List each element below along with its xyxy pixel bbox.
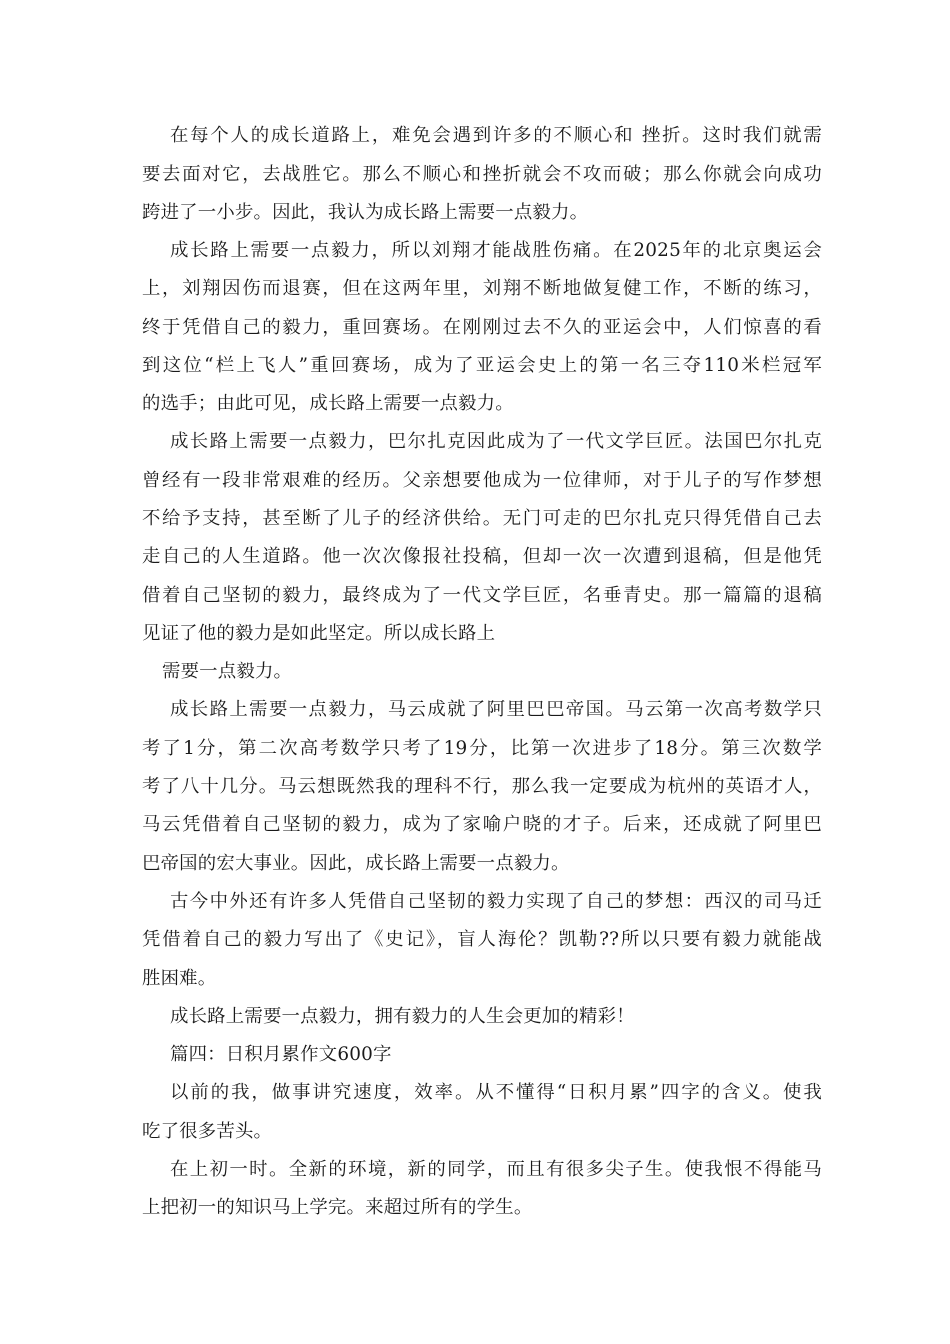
text-line: 成长路上需要一点毅力，拥有毅力的人生会更加的精彩！ [170,1006,635,1027]
text-line: 考了八十几分。马云想既然我的理科不行，那么我一定要成为杭州的英语才人， [142,776,822,797]
text-line: 古今中外还有许多人凭借自己坚韧的毅力实现了自己的梦想：西汉的司马迁 [170,891,822,912]
text-line: 凭借着自己的毅力写出了《史记》，盲人海伦？凯勒??所以只要有毅力就能战 [142,929,822,950]
text-line: 吃了很多苦头。 [142,1121,273,1142]
text-line: 见证了他的毅力是如此坚定。所以成长路上 [142,623,496,644]
text-line: 胜困难。 [142,968,217,989]
text-line: 成长路上需要一点毅力，巴尔扎克因此成为了一代文学巨匠。法国巴尔扎克 [170,431,822,452]
text-line: 成长路上需要一点毅力，所以刘翔才能战胜伤痛。在2025年的北京奥运会 [170,240,822,261]
text-line: 跨进了一小步。因此，我认为成长路上需要一点毅力。 [142,202,589,223]
text-line: 成长路上需要一点毅力，马云成就了阿里巴巴帝国。马云第一次高考数学只 [170,699,822,720]
text-line: 不给予支持，甚至断了儿子的经济供给。无门可走的巴尔扎克只得凭借自己去 [142,508,822,529]
text-line: 以前的我，做事讲究速度，效率。从不懂得“日积月累”四字的含义。使我 [170,1082,822,1103]
text-line: 的选手；由此可见，成长路上需要一点毅力。 [142,393,514,414]
text-line: 考了1分，第二次高考数学只考了19分，比第一次进步了18分。第三次数学 [142,738,822,759]
text-line: 走自己的人生道路。他一次次像报社投稿，但却一次一次遭到退稿，但是他凭 [142,546,822,567]
text-line: 曾经有一段非常艰难的经历。父亲想要他成为一位律师，对于儿子的写作梦想 [142,470,822,491]
text-line: 在上初一时。全新的环境，新的同学，而且有很多尖子生。使我恨不得能马 [170,1159,822,1180]
section-heading: 篇四：日积月累作文600字 [170,1044,392,1065]
text-line: 在每个人的成长道路上，难免会遇到许多的不顺心和 挫折。这时我们就需 [170,125,822,146]
text-line: 上，刘翔因伤而退赛，但在这两年里，刘翔不断地做复健工作，不断的练习， [142,278,822,299]
text-line: 终于凭借自己的毅力，重回赛场。在刚刚过去不久的亚运会中，人们惊喜的看 [142,317,822,338]
text-line: 需要一点毅力。 [162,661,293,682]
text-line: 上把初一的知识马上学完。来超过所有的学生。 [142,1197,533,1218]
text-line: 到这位“栏上飞人”重回赛场，成为了亚运会史上的第一名三夺110米栏冠军 [142,355,822,376]
text-line: 借着自己坚韧的毅力，最终成为了一代文学巨匠，名垂青史。那一篇篇的退稿 [142,585,822,606]
text-line: 要去面对它，去战胜它。那么不顺心和挫折就会不攻而破；那么你就会向成功 [142,164,822,185]
text-line: 马云凭借着自己坚韧的毅力，成为了家喻户晓的才子。后来，还成就了阿里巴 [142,814,822,835]
text-line: 巴帝国的宏大事业。因此，成长路上需要一点毅力。 [142,853,570,874]
